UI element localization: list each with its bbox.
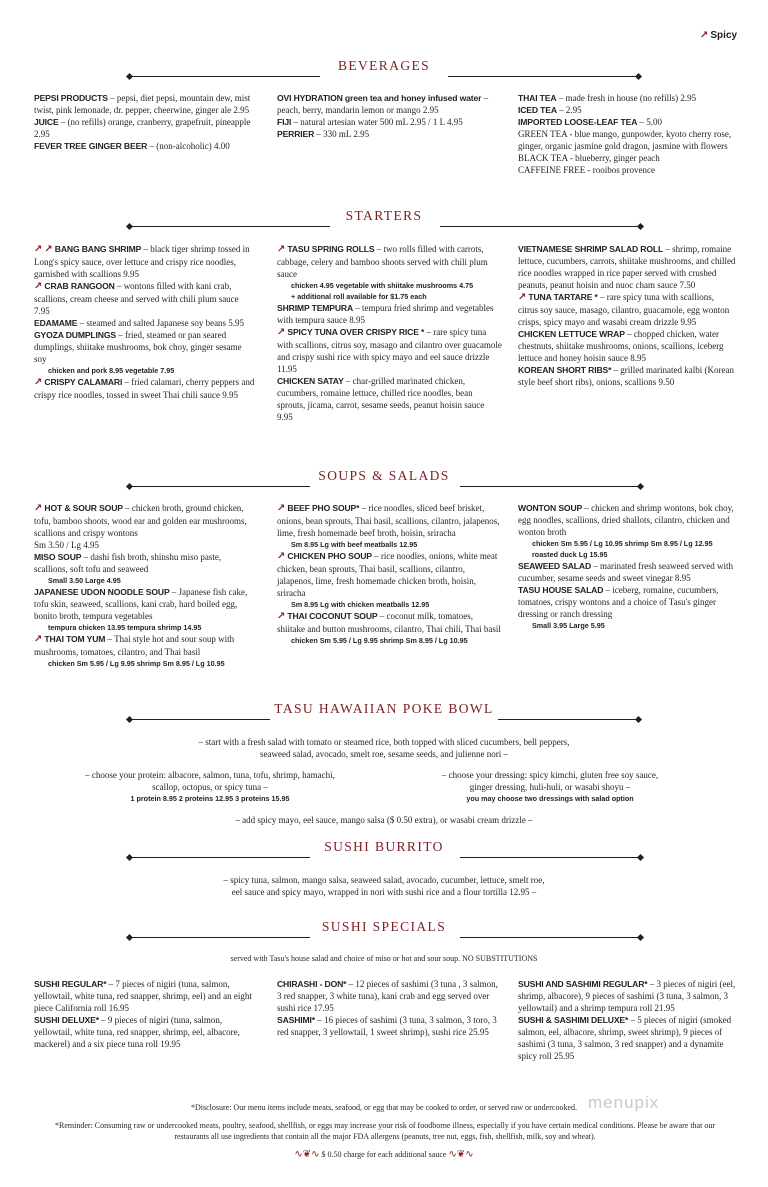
menu-item [277,550,502,610]
item-description: – 7 pieces of nigiri (tuna, salmon, yellowtail, white tuna, red snapper, shrimp, eel) and an eight piece California roll 16.95 [34,979,252,1013]
reminder-note: *Reminder: Consuming raw or undercooked meats, poultry, seafood, shellfish, or eggs may increase your risk of foodborne illness, especially if you have certain medical conditions. Please be aware that our restaurants all use ingredients that contain all the major FDA allergens (peanuts, tree nut, eggs, fish, shellfish, milk, soy and wheat). [55,1121,715,1141]
divider [460,857,640,858]
divider [130,719,270,720]
menu-item [518,164,736,176]
item-description: – 3 pieces of nigiri (eel, shrimp, albacore), 9 pieces of sashimi (3 tuna, 3 salmon, 3 yellowtail) and a shrimp tempura roll 21.95 [518,979,736,1013]
item-name: TUNA TARTARE * [528,292,598,302]
item-name: KOREAN SHORT RIBS* [518,365,612,375]
item-price-options: + additional roll available for $1.75 each [291,292,427,301]
item-price-options: Small 3.50 Large 4.95 [48,576,121,585]
item-description: – two rolls filled with carrots, cabbage, celery and bamboo shoots served with chili plum sauce [277,244,488,279]
item-price-options: Sm 8.95 Lg with beef meatballs 12.95 [291,540,418,549]
divider [460,486,640,487]
beverages-col-2 [277,92,502,140]
item-name: FIJI [277,117,292,127]
menu-item [277,92,502,116]
divider [130,937,310,938]
item-price-options: chicken 4.95 vegetable with shiitake mushrooms 4.75 [291,281,474,290]
menu-item [518,104,736,116]
item-price: Sm 3.50 / Lg 4.95 [34,540,100,550]
item-name: BEEF PHO SOUP* [287,503,360,513]
item-description: – (non-alcoholic) 4.00 [147,141,230,151]
item-price-options: chicken and pork 8.95 vegetable 7.95 [48,366,175,375]
item-name: EDAMAME [34,318,78,328]
divider [130,486,310,487]
chili-pepper-icon: ↗ [277,611,286,622]
item-description: – Thai style hot and sour soup with mushrooms, tomatoes, cilantro, and Thai basil [34,634,235,657]
item-description: – 12 pieces of sashimi (3 tuna , 3 salmon, 3 red snapper, 3 white tuna), kani crab and egg served over sushi rice 17.95 [277,979,498,1013]
item-name: THAI TOM YUM [44,634,106,644]
item-name: THAI COCONUT SOUP [287,611,378,621]
menu-item [34,376,256,401]
menu-item [34,978,256,1014]
menu-item [277,375,502,423]
menu-item [518,291,736,328]
item-name: JUICE [34,117,59,127]
item-description: – fried, steamed or pan seared dumplings, shiitake mushrooms, bok choy, ginger sesame soy [34,330,242,364]
chili-pepper-icon: ↗ [277,503,286,514]
menu-item [34,243,256,280]
item-name: FEVER TREE GINGER BEER [34,141,148,151]
item-name: WONTON SOUP [518,503,583,513]
item-name: TASU SPRING ROLLS [287,244,375,254]
starters-col-3 [518,243,736,388]
item-description: – black tiger shrimp tossed in Long's spicy sauce, over lettuce and crispy rice noodles, garnished with scallions 9.95 [34,244,250,279]
menu-item [34,502,256,551]
item-price-options: Small 3.95 Large 5.95 [532,621,605,630]
item-name: GYOZA DUMPLINGS [34,330,116,340]
item-name: VIETNAMESE SHRIMP SALAD ROLL [518,244,664,254]
section-title: SUSHI SPECIALS [321,919,447,934]
divider [498,719,638,720]
section-title: TASU HAWAIIAN POKE BOWL [274,701,494,716]
menu-item [277,1014,502,1038]
menu-item [34,116,256,140]
beverages-col-1 [34,92,256,152]
menu-item [518,152,736,164]
item-description: – Japanese fish cake, tofu skin, seaweed, scallions, kani crab, hard boiled egg, bonito broth, tempura vegetables [34,587,248,621]
menu-item [277,326,502,375]
item-description: – shrimp, romaine lettuce, cucumbers, carrots, shiitake mushrooms, and chilled rice noodles wrapped in rice paper served with crushed peanuts, peanut hoisin and nuoc cham sauce 7.50 [518,244,736,290]
item-description: – tempura fried shrimp and vegetables with tempura sauce 8.95 [277,303,494,325]
ornament-icon: ∿❦∿ [294,1149,320,1160]
menu-item [34,92,256,116]
burrito-header [0,838,768,856]
item-description: – chicken and shrimp wontons, bok choy, egg noodles, scallions, dried shallots, cilantro, chicken and wonton broth [518,503,734,537]
item-name: THAI TEA [518,93,557,103]
chili-pepper-icon: ↗ [34,503,43,514]
chili-pepper-icon: ↗ [277,244,286,255]
item-name: SUSHI & SASHIMI DELUXE* [518,1015,629,1025]
item-name: SUSHI REGULAR* [34,979,107,989]
item-description: – peach, berry, mandarin lemon or mango 2.95 [277,93,489,115]
item-name: CHICKEN SATAY [277,376,344,386]
poke-dressing: – choose your dressing: spicy kimchi, gluten free soy sauce, ginger dressing, huli-huli, or wasabi shoyu – you may choose two dressings with salad option [441,770,659,803]
menu-item [277,610,502,646]
specials-col-2 [277,978,502,1038]
soups-col-1 [34,502,256,669]
divider [130,76,320,77]
item-description: – fried calamari, cherry peppers and crispy rice noodles, tossed in sweet Thai chili sauce 9.95 [34,377,255,400]
item-description: – rice noodles, onions, white meat chicken, bean sprouts, Thai basil, scallions, cilantro, jalapenos, lime, fresh homemade chicken broth, hoisin, sriracha [277,551,498,598]
item-name: BANG BANG SHRIMP [54,244,142,254]
section-title: SOUPS & SALADS [318,468,450,483]
specials-col-3 [518,978,736,1062]
item-name: SASHIMI* [277,1015,315,1025]
item-description: – rare spicy tuna with scallions, citrus soy, masago and cilantro over guacamole and crispy sushi rice with spicy mayo and eel sauce drizzle 11.95 [277,327,502,374]
item-description: – chopped chicken, water chestnuts, shiitake mushrooms, onions, scallions, iceberg lettuce and honey hoisin sauce 8.95 [518,329,724,363]
divider [460,937,640,938]
item-description: – grilled marinated kalbi (Korean style beef short ribs), onions, scallions 9.50 [518,365,734,387]
menu-item [34,317,256,329]
menu-item [277,502,502,550]
menu-item [277,243,502,302]
chili-pepper-icon: ↗ [34,244,43,255]
item-name: SUSHI AND SASHIMI REGULAR* [518,979,648,989]
item-price-options: tempura chicken 13.95 tempura shrimp 14.95 [48,623,202,632]
item-name: TASU HOUSE SALAD [518,585,604,595]
menu-item [277,302,502,326]
item-description: BLACK TEA - blueberry, ginger peach [518,153,660,163]
poke-addon: – add spicy mayo, eel sauce, mango salsa ($ 0.50 extra), or wasabi cream drizzle – [235,815,533,825]
soups-header [0,467,768,485]
item-description: CAFFEINE FREE - rooibos provence [518,165,655,175]
chili-pepper-icon: ↗ [277,551,286,562]
item-price-options: roasted duck Lg 15.95 [532,550,608,559]
item-price-options: chicken Sm 5.95 / Lg 9.95 shrimp Sm 8.95 / Lg 10.95 [291,636,468,645]
item-description: – 330 mL 2.95 [314,129,370,139]
chili-pepper-icon: ↗ [700,30,709,41]
chili-pepper-icon: ↗ [44,244,53,255]
item-price-options: chicken Sm 5.95 / Lg 10.95 shrimp Sm 8.95 / Lg 12.95 [532,539,713,548]
specials-header [0,918,768,936]
starters-header [0,207,768,225]
menu-item [34,140,256,152]
item-name: CRAB RANGOON [44,281,115,291]
specials-col-1 [34,978,256,1050]
item-name: SHRIMP TEMPURA [277,303,354,313]
item-description: – char-grilled marinated chicken, cucumbers, romaine lettuce, chilled rice noodles, bean sprouts, jicama, carrot, sesame seeds, peanut hoisin sauce 9.95 [277,376,485,422]
item-description: – rice noodles, sliced beef brisket, onions, bean sprouts, Thai basil, scallions, cilantro, jalapenos, lime, fresh homemade beef broth, hoisin, sriracha [277,503,500,538]
beverages-col-3 [518,92,736,176]
chili-pepper-icon: ↗ [277,327,286,338]
starters-col-1 [34,243,256,401]
item-name: PERRIER [277,129,315,139]
menu-item [518,116,736,128]
menu-item [518,560,736,584]
item-name: SPICY TUNA OVER CRISPY RICE * [287,327,425,337]
section-title: SUSHI BURRITO [324,839,444,854]
specials-subtitle: served with Tasu's house salad and choice of miso or hot and sour soup. NO SUBSTITUTIONS [230,954,538,963]
poke-intro: – start with a fresh salad with tomato or steamed rice, both topped with sliced cucumbers, bell peppers, seaweed salad, avocado, smelt roe, sesame seeds, and julienne nori – [198,737,570,759]
menu-item [518,978,736,1014]
item-description: – coconut milk, tomatoes, shiitake and button mushrooms, cilantro, Thai chili, Thai basil [277,611,501,634]
item-name: HOT & SOUR SOUP [44,503,123,513]
item-description: – 2.95 [556,105,582,115]
item-description: – 5 pieces of nigiri (smoked salmon, eel, albacore, shrimp, sweet shrimp), 9 pieces of sashimi (3 tuna, 3 salmon, 3 red snapper) and a dynamite spicy roll 25.95 [518,1015,732,1061]
item-name: JAPANESE UDON NOODLE SOUP [34,587,170,597]
starters-col-2 [277,243,502,423]
poke-header [0,700,768,718]
item-name: IMPORTED LOOSE-LEAF TEA [518,117,638,127]
watermark: menupix [588,1093,660,1112]
menu-item [277,116,502,128]
item-price-options: Sm 8.95 Lg with chicken meatballs 12.95 [291,600,430,609]
beverages-header [0,57,768,75]
item-name: CHIRASHI - DON* [277,979,347,989]
menu-item [518,128,736,152]
divider [130,857,310,858]
chili-pepper-icon: ↗ [34,377,43,388]
soups-col-3 [518,502,736,631]
menu-item [34,551,256,586]
menu-item [34,633,256,669]
spicy-legend: ↗ Spicy [700,30,738,41]
menu-item [277,128,502,140]
item-description: – made fresh in house (no refills) 2.95 [556,93,697,103]
item-description: – pepsi, diet pepsi, mountain dew, mist twist, pink lemonade, dr. pepper, cheerwine, ginger ale 2.95 [34,93,251,115]
menu-item [34,280,256,317]
item-description: – 5.00 [637,117,663,127]
burrito-desc: – spicy tuna, salmon, mango salsa, seaweed salad, avocado, cucumber, lettuce, smelt roe, eel sauce and spicy mayo, wrapped in nori with sushi rice and a flour tortilla 12.95 – [223,875,545,897]
chili-pepper-icon: ↗ [34,634,43,645]
item-description: – iceberg, romaine, cucumbers, tomatoes, crispy wontons and a choice of Tasu's ginger dressing or ranch dressing [518,585,719,619]
item-name: SEAWEED SALAD [518,561,592,571]
item-description: GREEN TEA - blue mango, gunpowder, kyoto cherry rose, ginger, organic jasmine gold dragon, jasmine with flowers [518,129,732,151]
sauce-charge-line: ∿❦∿ $ 0.50 charge for each additional sauce ∿❦∿ [294,1149,474,1160]
menu-item [518,364,736,388]
item-name: CHICKEN PHO SOUP [287,551,372,561]
menu-item [518,502,736,560]
item-price-options: chicken Sm 5.95 / Lg 9.95 shrimp Sm 8.95 / Lg 10.95 [48,659,225,668]
section-title: BEVERAGES [337,58,431,73]
item-description: – wontons filled with kani crab, scallions, cream cheese and served with chili plum sauce 7.95 [34,281,239,316]
item-description: – rare spicy tuna with scallions, citrus soy sauce, masago, cilantro, guacamole, egg wonton crisps, spicy mayo and wasabi cream drizzle 9.95 [518,292,730,327]
chili-pepper-icon: ↗ [518,292,527,303]
menu-item [518,584,736,631]
menu-item [518,1014,736,1062]
divider [130,226,330,227]
menu-item [518,328,736,364]
menu-item [518,92,736,104]
item-name: PEPSI PRODUCTS [34,93,108,103]
menu-item [277,978,502,1014]
item-description: – natural artesian water 500 mL 2.95 / 1 L 4.95 [291,117,463,127]
item-description: – dashi fish broth, shinshu miso paste, scallions, soft tofu and seaweed [34,552,222,574]
poke-protein: – choose your protein: albacore, salmon, tuna, tofu, shrimp, hamachi, scallop, octopus, or spicy tuna – 1 protein 8.95 2 proteins 12.95 3 proteins 15.95 [85,770,335,803]
item-description: – marinated fresh seaweed served with cucumber, sesame seeds and sweet vinegar 8.95 [518,561,733,583]
item-name: OVI HYDRATION green tea and honey infused water [277,93,482,103]
item-description: – 16 pieces of sashimi (3 tuna, 3 salmon, 3 toro, 3 red snapper, 3 yellowtail, 1 sweet shrimp), sushi rice 25.95 [277,1015,497,1037]
menu-item [518,243,736,291]
section-title: STARTERS [345,208,423,223]
menu-item [34,329,256,376]
item-name: ICED TEA [518,105,557,115]
item-description: – 9 pieces of nigiri (tuna, salmon, yellowtail, white tuna, red snapper, shrimp, eel, albacore, mackerel) and a six piece tuna roll 19.95 [34,1015,240,1049]
item-name: MISO SOUP [34,552,82,562]
item-description: – chicken broth, ground chicken, tofu, bamboo shoots, wood ear and golden ear mushrooms, scallions and crispy wontons [34,503,247,538]
menu-item [34,1014,256,1050]
ornament-icon: ∿❦∿ [448,1149,474,1160]
item-description: – steamed and salted Japanese soy beans 5.95 [77,318,245,328]
divider [448,76,638,77]
item-description: – (no refills) orange, cranberry, grapefruit, pineapple 2.95 [34,117,251,139]
disclosure-note: *Disclosure: Our menu items include meats, seafood, or egg that may be cooked to order, or served raw or undercooked. [190,1103,577,1112]
divider [440,226,640,227]
item-name: SUSHI DELUXE* [34,1015,99,1025]
item-name: CHICKEN LETTUCE WRAP [518,329,625,339]
soups-col-2 [277,502,502,646]
item-name: CRISPY CALAMARI [44,377,123,387]
chili-pepper-icon: ↗ [34,281,43,292]
menu-item [34,586,256,633]
